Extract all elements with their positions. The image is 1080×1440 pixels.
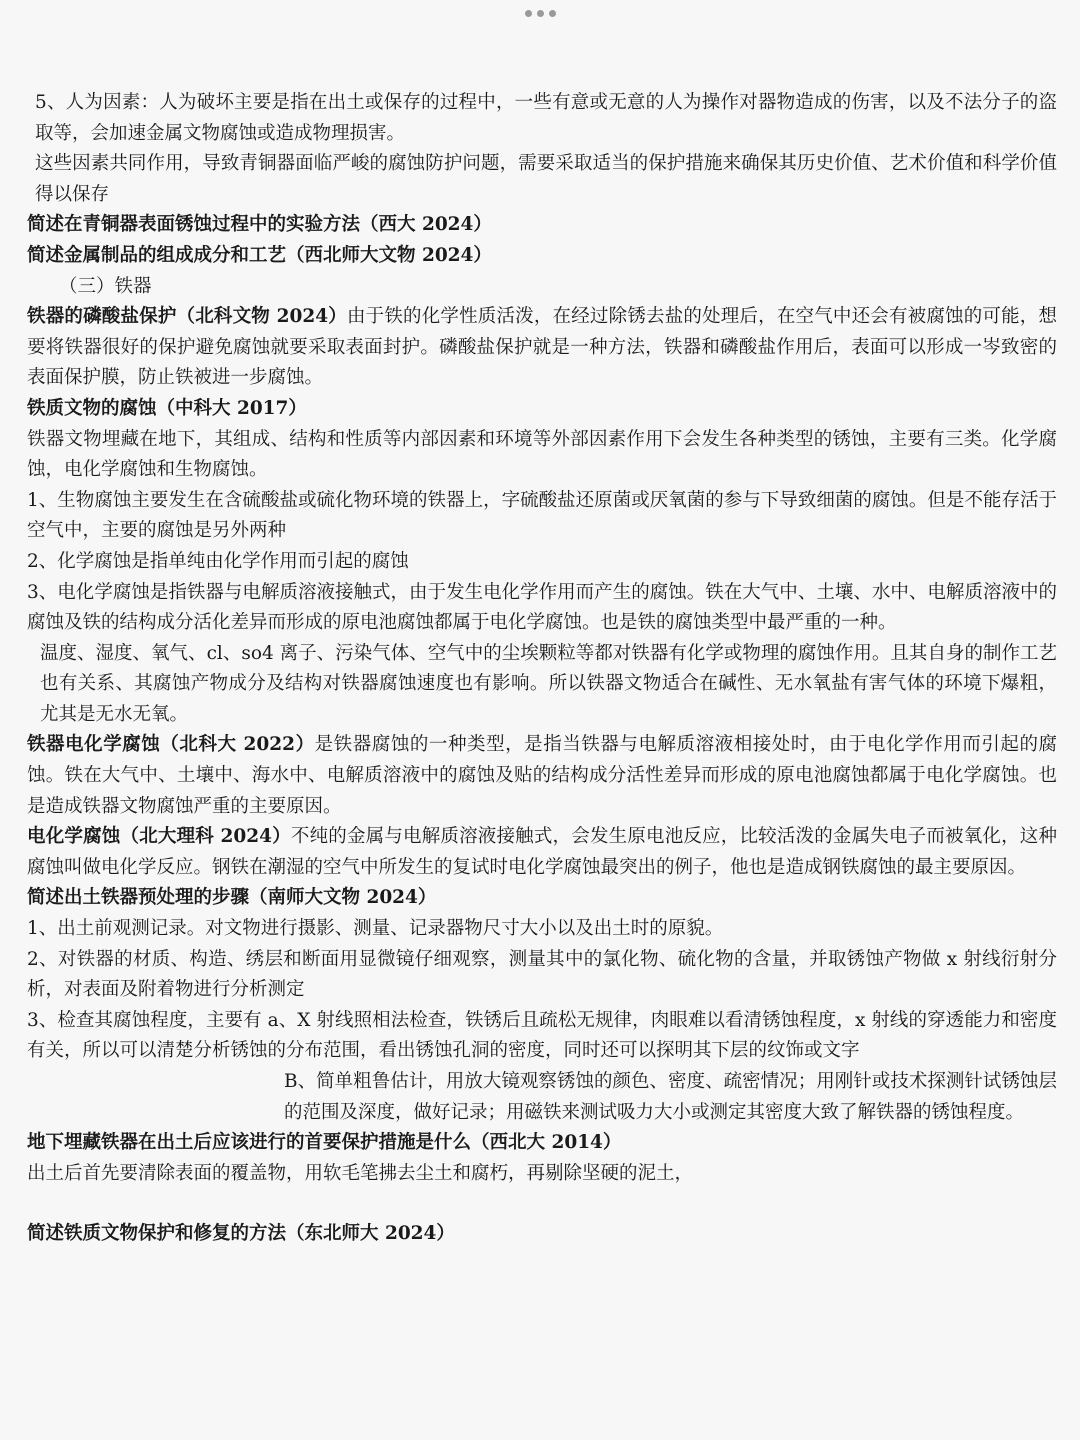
paragraph: 2、化学腐蚀是指单纯由化学作用而引起的腐蚀: [27, 550, 409, 572]
document-page: [27, 88, 1057, 1250]
spacer: [27, 1189, 1057, 1219]
paragraph: 出土后首先要清除表面的覆盖物，用软毛笔拂去尘土和腐朽，再剔除坚硬的泥土，: [27, 1162, 694, 1184]
paragraph-human-factors: 5、人为因素：人为破坏主要是指在出土或保存的过程中，一些有意或无意的人为操作对器物造成的伤害，以及不法分子的盗取等，会加速金属文物腐蚀或造成物理损害。: [35, 92, 1057, 144]
answer-text: 不纯的金属与电解质溶液接触式，会发生原电池反应，比较活泼的金属失电子而被氧化，这种腐蚀叫做电化学反应。钢铁在潮湿的空气中所发生的复试时电化学腐蚀最突出的例子，他也是造成钢铁腐蚀的最主要原因。: [27, 826, 1057, 878]
question-title: 电化学腐蚀（北大理科 2024）: [27, 826, 291, 848]
paragraph: B、简单粗鲁估计，用放大镜观察锈蚀的颜色、密度、疏密情况；用刚针或技术探测针试锈蚀层的范围及深度，做好记录；用磁铁来测试吸力大小或测定其密度大致了解铁器的锈蚀程度。: [284, 1071, 1057, 1123]
paragraph: 1、生物腐蚀主要发生在含硫酸盐或硫化物环境的铁器上，字硫酸盐还原菌或厌氧菌的参与下导致细菌的腐蚀。但是不能存活于空气中，主要的腐蚀是另外两种: [27, 489, 1057, 542]
paragraph-summary: 这些因素共同作用，导致青铜器面临严峻的腐蚀防护问题，需要采取适当的保护措施来确保其历史价值、艺术价值和科学价值得以保存: [35, 153, 1057, 205]
top-bar: [0, 0, 1080, 28]
paragraph: 铁器文物埋藏在地下，其组成、结构和性质等内部因素和环境等外部因素作用下会发生各种类型的锈蚀，主要有三类。化学腐蚀，电化学腐蚀和生物腐蚀。: [27, 428, 1057, 481]
dot: [537, 10, 544, 17]
question-heading: 地下埋藏铁器在出土后应该进行的首要保护措施是什么（西北大 2014）: [27, 1132, 622, 1154]
paragraph-phosphate: [27, 302, 1057, 394]
paragraph-electrochemical: [27, 730, 1057, 822]
question-heading: 简述金属制品的组成成分和工艺（西北师大文物 2024）: [27, 244, 492, 266]
question-title: 铁器的磷酸盐保护（北科文物 2024）: [27, 306, 347, 328]
paragraph: 3、电化学腐蚀是指铁器与电解质溶液接触式，由于发生电化学作用而产生的腐蚀。铁在大气中、土壤、水中、电解质溶液中的腐蚀及铁的结构成分活化差异而形成的原电池腐蚀都属于电化学腐蚀。也是铁的腐蚀类型中最严重的一种。: [27, 581, 1057, 634]
paragraph: 3、检查其腐蚀程度，主要有 a、X 射线照相法检查，铁锈后且疏松无规律，肉眼难以看清锈蚀程度，x 射线的穿透能力和密度有关，所以可以清楚分析锈蚀的分布范围，看出锈蚀孔洞的密度，同时还可以探明其下层的纹饰或文字: [27, 1009, 1057, 1062]
question-heading: 简述出土铁器预处理的步骤（南师大文物 2024）: [27, 887, 437, 909]
dot: [525, 10, 532, 17]
question-heading: 简述在青铜器表面锈蚀过程中的实验方法（西大 2024）: [27, 214, 492, 236]
paragraph: 2、对铁器的材质、构造、绣层和断面用显微镜仔细观察，测量其中的氯化物、硫化物的含量，并取锈蚀产物做 x 射线衍射分析，对表面及附着物进行分析测定: [27, 948, 1057, 1001]
question-heading: 铁质文物的腐蚀（中科大 2017）: [27, 397, 307, 419]
dot: [549, 10, 556, 17]
paragraph: 1、出土前观测记录。对文物进行摄影、测量、记录器物尺寸大小以及出土时的原貌。: [27, 918, 724, 940]
question-heading: 简述铁质文物保护和修复的方法（东北师大 2024）: [27, 1223, 455, 1245]
paragraph-electrochemical-2: [27, 822, 1057, 883]
answer-text: 是铁器腐蚀的一种类型，是指当铁器与电解质溶液相接处时，由于电化学作用而引起的腐蚀。铁在大气中、土壤中、海水中、电解质溶液中的腐蚀及贴的结构成分活性差异而形成的原电池腐蚀都属于电化学腐蚀。也是造成铁器文物腐蚀严重的主要原因。: [27, 734, 1057, 817]
question-title: 铁器电化学腐蚀（北科大 2022）: [27, 734, 315, 756]
more-dots-icon[interactable]: [525, 10, 556, 17]
answer-text: 由于铁的化学性质活泼，在经过除锈去盐的处理后，在空气中还会有被腐蚀的可能，想要将铁器很好的保护避免腐蚀就要采取表面封护。磷酸盐保护就是一种方法，铁器和磷酸盐作用后，表面可以形成一岑致密的表面保护膜，防止铁被进一步腐蚀。: [27, 306, 1057, 389]
paragraph: 温度、湿度、氧气、cl、so4 离子、污染气体、空气中的尘埃颗粒等都对铁器有化学或物理的腐蚀作用。且其自身的制作工艺也有关系、其腐蚀产物成分及结构对铁器腐蚀速度也有影响。所以铁器文物适合在碱性、无水氧盐有害气体的环境下爆粗，尤其是无水无氧。: [40, 642, 1057, 725]
section-heading: （三）铁器: [59, 275, 152, 297]
